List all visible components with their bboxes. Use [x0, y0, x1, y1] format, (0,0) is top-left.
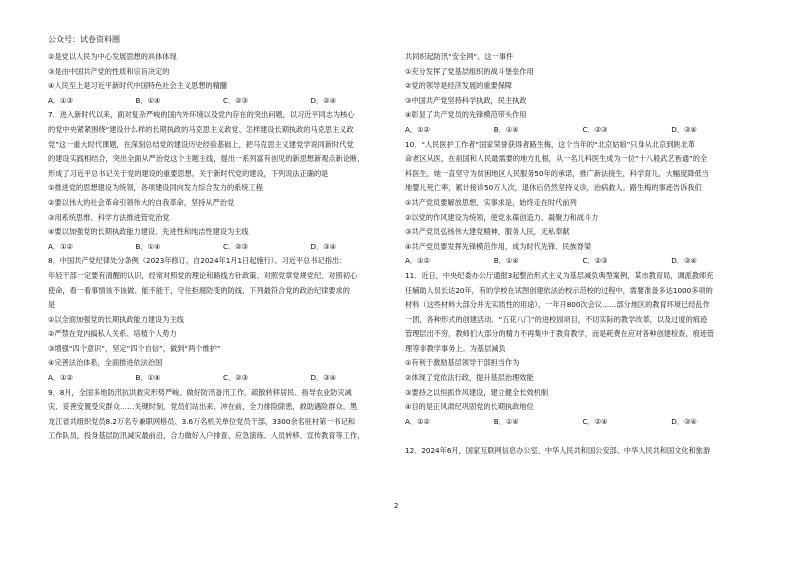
- option: C．②③: [223, 241, 249, 251]
- list-item: ②严禁在党内搞私人关系、培植个人势力: [48, 329, 177, 339]
- list-item: ③要持之以恒抓作风建设，建立健全长效机制: [405, 387, 549, 397]
- question-10-text: 命老区从医，在祖国和人民最需要的地方扎根，从一名儿科医生成为一位“十八般武艺皆通”的全: [405, 154, 708, 164]
- question-10-text: 科医生，她一直坚守为贫困地区人民服务50年的承诺，推广新法接生，科学育儿，大幅度降低当: [405, 168, 709, 178]
- question-10-text: 10．“人民医护工作者”国家荣誉获得者路生梅，这个当年的“北京姑娘”只身从北京到陕北革: [405, 139, 695, 149]
- list-item: ④完善法治体系，全面推进依法治国: [48, 358, 163, 368]
- answer-options: [405, 123, 760, 138]
- question-8-text: 是: [48, 300, 56, 310]
- option: D．③④: [310, 241, 337, 251]
- list-item: ②党的领导是经济发展的重要保障: [405, 81, 513, 91]
- list-item: ②是党以人民为中心发展思想的具体体现: [48, 52, 177, 61]
- question-8-text: 8．中国共产党纪律处分条例（2023年修订，自2024年1月1日起施行）。习近平总书记指出：: [48, 256, 347, 266]
- list-item: ④目的是正风肃纪巩固党的长期执政地位: [405, 402, 534, 412]
- list-item: ③是由中国共产党的性质和宗旨决定的: [48, 66, 170, 76]
- question-7-text: 7．进入新时代以来，面对复杂严峻的国内外环境以及党内存在的突出问题，以习近平同志为核心: [48, 110, 355, 120]
- answer-options: [48, 371, 398, 386]
- option: A．①②: [48, 373, 73, 383]
- list-item: ③用系统思维、科学方法推进管党治党: [48, 212, 170, 222]
- question-11-text: 一团，各种形式的创建活动、“五花八门”的进校园项目，不切实际的教学改革，以及过度的痕迹: [405, 314, 708, 324]
- list-item: ①有利于激励基层领导干部担当作为: [405, 358, 520, 368]
- list-item: ①充分发挥了党基层组织的战斗堡垒作用: [405, 66, 534, 76]
- list-item: ③共产党员弘扬伟大建党精神，服务人民，无私奉献: [405, 227, 570, 237]
- option: B．①④: [493, 416, 519, 426]
- list-item: ①共产党员要解放思想，实事求是，始终走在时代前列: [405, 197, 577, 207]
- option: C．②③: [582, 124, 608, 134]
- option: A．①③: [48, 95, 73, 105]
- list-item: ②要以伟大的社会革命引领伟大的自我革命，坚持从严治党: [48, 197, 235, 207]
- list-item: ④人民至上是习近平新时代中国特色社会主义思想的精髓: [48, 81, 227, 91]
- list-item: ④彰显了共产党员的先锋模范带头作用: [405, 110, 527, 120]
- option: D．②④: [310, 95, 337, 105]
- option: D．③④: [671, 256, 697, 266]
- question-7-text: 形成了习近平总书记关于党的建设的重要思想。关于新时代党的建设，下列说法正确的是: [48, 168, 329, 178]
- option: C．②③: [582, 256, 608, 266]
- option: A．①②: [48, 241, 73, 251]
- option: D．③④: [310, 373, 337, 383]
- left-column: [48, 50, 398, 444]
- question-9-text: 灾、妥善安置受灾群众……关键时刻，党员们站出来、冲在前，全力排险除患，救助遇险群众。黑: [48, 402, 358, 412]
- question-11-text: 11．近日，中央纪委办公厅通报3起整治形式主义为基层减负典型案例，某市教育局，调派教师充: [405, 270, 714, 280]
- question-11-text: 管理层出不穷，教师们大部分的精力不再集中于教育教学，而是耗费在应对各种创建检查，痕迹管: [405, 329, 715, 339]
- question-8-text: 年轻干部一定要有清醒的认识，经常对照党的理论和路线方针政策、对照党章党规党纪、对照初心: [48, 270, 358, 280]
- spacer: [405, 429, 760, 444]
- question-11-text: 任辅助人员长达20年，有的学校在试图创建依法治校示范校的过程中，需要准备多达1000多项的: [405, 285, 713, 295]
- option: A．①②: [405, 416, 430, 426]
- option: C．②③: [223, 373, 249, 383]
- list-item: ②体现了党依法行政，提升基层治理效能: [405, 373, 534, 383]
- answer-options: [405, 254, 760, 269]
- list-item: ③中国共产党坚持科学执政，民主执政: [405, 95, 527, 105]
- option: D．③④: [671, 416, 697, 426]
- option: A．①②: [405, 124, 430, 134]
- question-9-text: 龙江省共组织党员8.2万名专兼职网格员、3.6万名机关单位党员干部、3300余名驻村第一书记和: [48, 416, 356, 426]
- list-item: ③增强“四个意识”，坚定“四个自信”，做到“两个维护”: [48, 343, 221, 353]
- option: B．①④: [135, 241, 161, 251]
- answer-options: [405, 415, 760, 430]
- option: B．①④: [493, 124, 519, 134]
- right-column: [405, 50, 760, 459]
- list-item: ④要以加强党的长期执政能力建设、先进性和纯洁性建设为主线: [48, 227, 249, 237]
- header-source: 公众号：试卷资料圈: [48, 35, 120, 44]
- question-7-text: 的党中央紧紧围绕“建设什么样的长期执政的马克思主义政党、怎样建设长期执政的马克思主义政: [48, 124, 354, 134]
- answer-options: [48, 94, 398, 109]
- option: C．②③: [223, 95, 249, 105]
- question-7-text: 的建设实践相结合，突出全面从严治党这个主题主线，提出一系列富有创见的新思想新观点新论断，: [48, 154, 365, 164]
- question-10-text: 地婴儿死亡率，累计接诊50万人次，退休后仍然坚持义诊，治病救人。路生梅的事迹告诉我们: [405, 183, 702, 193]
- question-8-text: 使命，看一看事情该不该做、能不能干，守住拒腐防变的防线，下列最符合党的政治纪律要求的: [48, 285, 350, 295]
- option: C．②④: [582, 416, 608, 426]
- option: B．①④: [135, 373, 161, 383]
- question-7-text: 党”这一重大时代课题，在深刻总结党的建设历史经验基础上，把马克思主义建党学说同新时代党: [48, 139, 354, 149]
- list-item: ②以党的作风建设为统领，使党永葆创造力、凝聚力和战斗力: [405, 212, 599, 222]
- list-item: ④共产党员要发挥先锋模范作用，成为时代先锋、民族脊梁: [405, 241, 592, 251]
- question-9-text: 共同织起防汛“安全网”。这一事件: [405, 52, 514, 61]
- question-9-text: 9．8月，全国多地防汛抗洪救灾形势严峻。做好防汛备汛工作、疏散转移居民、指导农业防灾减: [48, 387, 352, 397]
- option: B．①④: [135, 95, 161, 105]
- question-9-text: 工作队员，投身基层防汛减灾最前沿，合力做好入户排查、应急演练、人员转移、宣传教育等工作，: [48, 431, 365, 441]
- option: B．①④: [493, 256, 519, 266]
- list-item: ①推进党的思想建设为统领，各项建设同向发力综合发力的系统工程: [48, 183, 263, 193]
- question-12-text: 12．2024年6月，国家互联网信息办公室、中华人民共和国公安部、中华人民共和国文化和旅游: [405, 446, 711, 456]
- page-number: 2: [394, 502, 399, 510]
- answer-options: [48, 240, 398, 255]
- question-11-text: 理等非教学事务上。为基层减负: [405, 343, 506, 353]
- question-11-text: 材料（这些材料大部分并无实质性的用途），一年开800次会议……部分地区的教育环境已经乱作: [405, 300, 710, 310]
- option: A．①②: [405, 256, 430, 266]
- option: D．③④: [671, 124, 697, 134]
- list-item: ①以全面加强党的长期执政能力建设为主线: [48, 314, 184, 324]
